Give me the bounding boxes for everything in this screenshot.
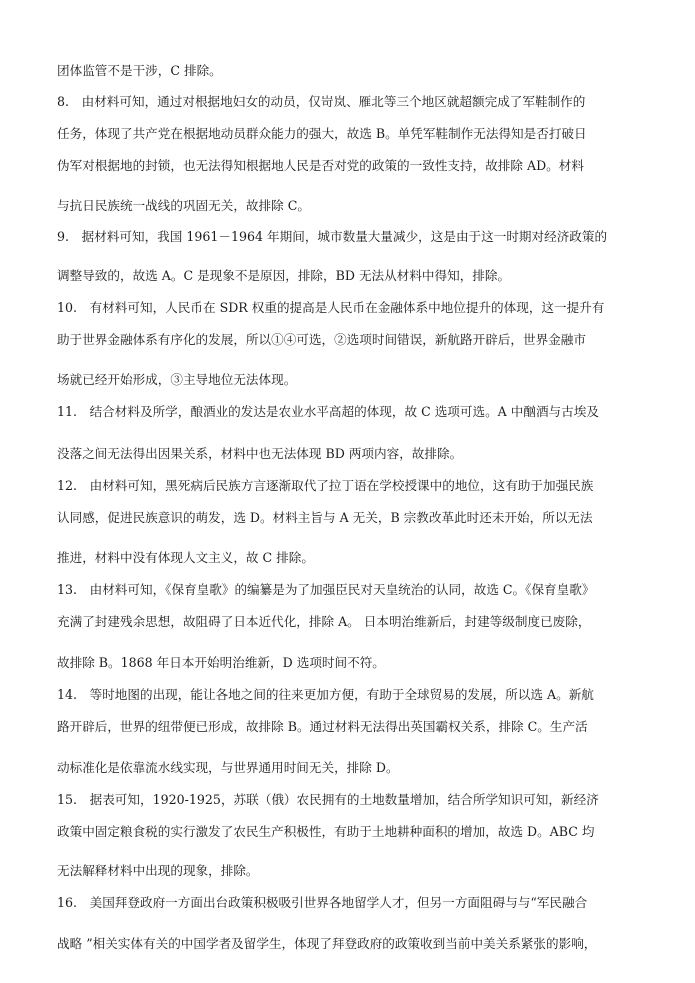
answer-8-line-2: 任务，体现了共产党在根据地动员群众能力的强大，故选 B。单凭军鞋制作无法得知是否打破日: [57, 126, 587, 141]
answer-14-line-3: 动标准化是依靠流水线实现，与世界通用时间无关，排除 D。: [57, 760, 399, 775]
answer-16-line-2: 战略 ”相关实体有关的中国学者及留学生，体现了拜登政府的政策收到当前中美关系紧张的影响，: [57, 936, 597, 951]
answer-13-line-3: 故排除 B。1868 年日本开始明治维新，D 选项时间不符。: [57, 655, 385, 670]
answer-10-line-1: 10. 有材料可知，人民币在 SDR 权重的提高是人民币在金融体系中地位提升的体现，这一提升有: [57, 300, 605, 315]
answer-12-line-1: 12. 由材料可知，黑死病后民族方言逐渐取代了拉丁语在学校授课中的地位，这有助于加强民族: [57, 478, 594, 493]
answer-13-line-2: 充满了封建残余思想，故阻碍了日本近代化，排除 A。 日本明治维新后，封建等级制度已废除，: [57, 614, 591, 629]
answer-13-line-1: 13. 由材料可知，《保育皇歌》的编纂是为了加强臣民对天皇统治的认同，故选 C。《保育皇歌》: [57, 582, 595, 597]
answer-15-line-3: 无法解释材料中出现的现象，排除。: [57, 863, 259, 878]
answer-14-line-2: 路开辟后，世界的纽带便已形成，故排除 B。通过材料无法得出英国霸权关系，排除 C。生产活: [57, 719, 588, 734]
answer-16-line-1: 16. 美国拜登政府一方面出台政策积极吸引世界各地留学人才，但另一方面阻碍与与“军民融合: [57, 895, 588, 910]
answer-11-line-1: 11. 结合材料及所学，酿酒业的发达是农业水平高超的体现，故 C 选项可选。A 中酗酒与古埃及: [57, 404, 599, 419]
answer-12-line-3: 推进，材料中没有体现人文主义，故 C 排除。: [57, 550, 314, 565]
answer-15-line-1: 15. 据表可知，1920-1925，苏联（俄）农民拥有的土地数量增加，结合所学知识可知，新经济: [57, 792, 599, 807]
answer-12-line-2: 认同感，促进民族意识的萌发，选 D。材料主旨与 A 无关，B 宗教改革此时还未开始，所以无法: [57, 510, 593, 525]
answer-8-line-4: 与抗日民族统一战线的巩固无关，故排除 C。: [57, 198, 310, 213]
answer-10-line-2: 助于世界金融体系有序化的发展，所以①④可选，②选项时间错误，新航路开辟后，世界金融市: [57, 332, 586, 347]
answer-8-line-3: 伪军对根据地的封锁，也无法得知根据地人民是否对党的政策的一致性支持，故排除 AD。材料: [57, 158, 584, 173]
answer-15-line-2: 政策中固定粮食税的实行激发了农民生产积极性，有助于土地耕种面积的增加，故选 D。ABC 均: [57, 824, 595, 839]
answer-11-line-2: 没落之间无法得出因果关系，材料中也无法体现 BD 两项内容，故排除。: [57, 446, 463, 461]
answer-9-line-2: 调整导致的，故选 A。C 是现象不是原因，排除，BD 无法从材料中得知，排除。: [57, 268, 511, 283]
text-line: 团体监管不是干涉，C 排除。: [57, 63, 222, 78]
answer-9-line-1: 9. 据材料可知，我国 1961－1964 年期间，城市数量大量减少，这是由于这一时期对经济政策的: [57, 229, 608, 244]
answer-10-line-3: 场就已经开始形成，③主导地位无法体现。: [57, 372, 297, 387]
answer-8-line-1: 8. 由材料可知，通过对根据地妇女的动员，仅岢岚、雁北等三个地区就超额完成了军鞋制作的: [57, 94, 586, 109]
answer-14-line-1: 14. 等时地图的出现，能让各地之间的往来更加方便，有助于全球贸易的发展，所以选 A。新航: [57, 687, 594, 702]
